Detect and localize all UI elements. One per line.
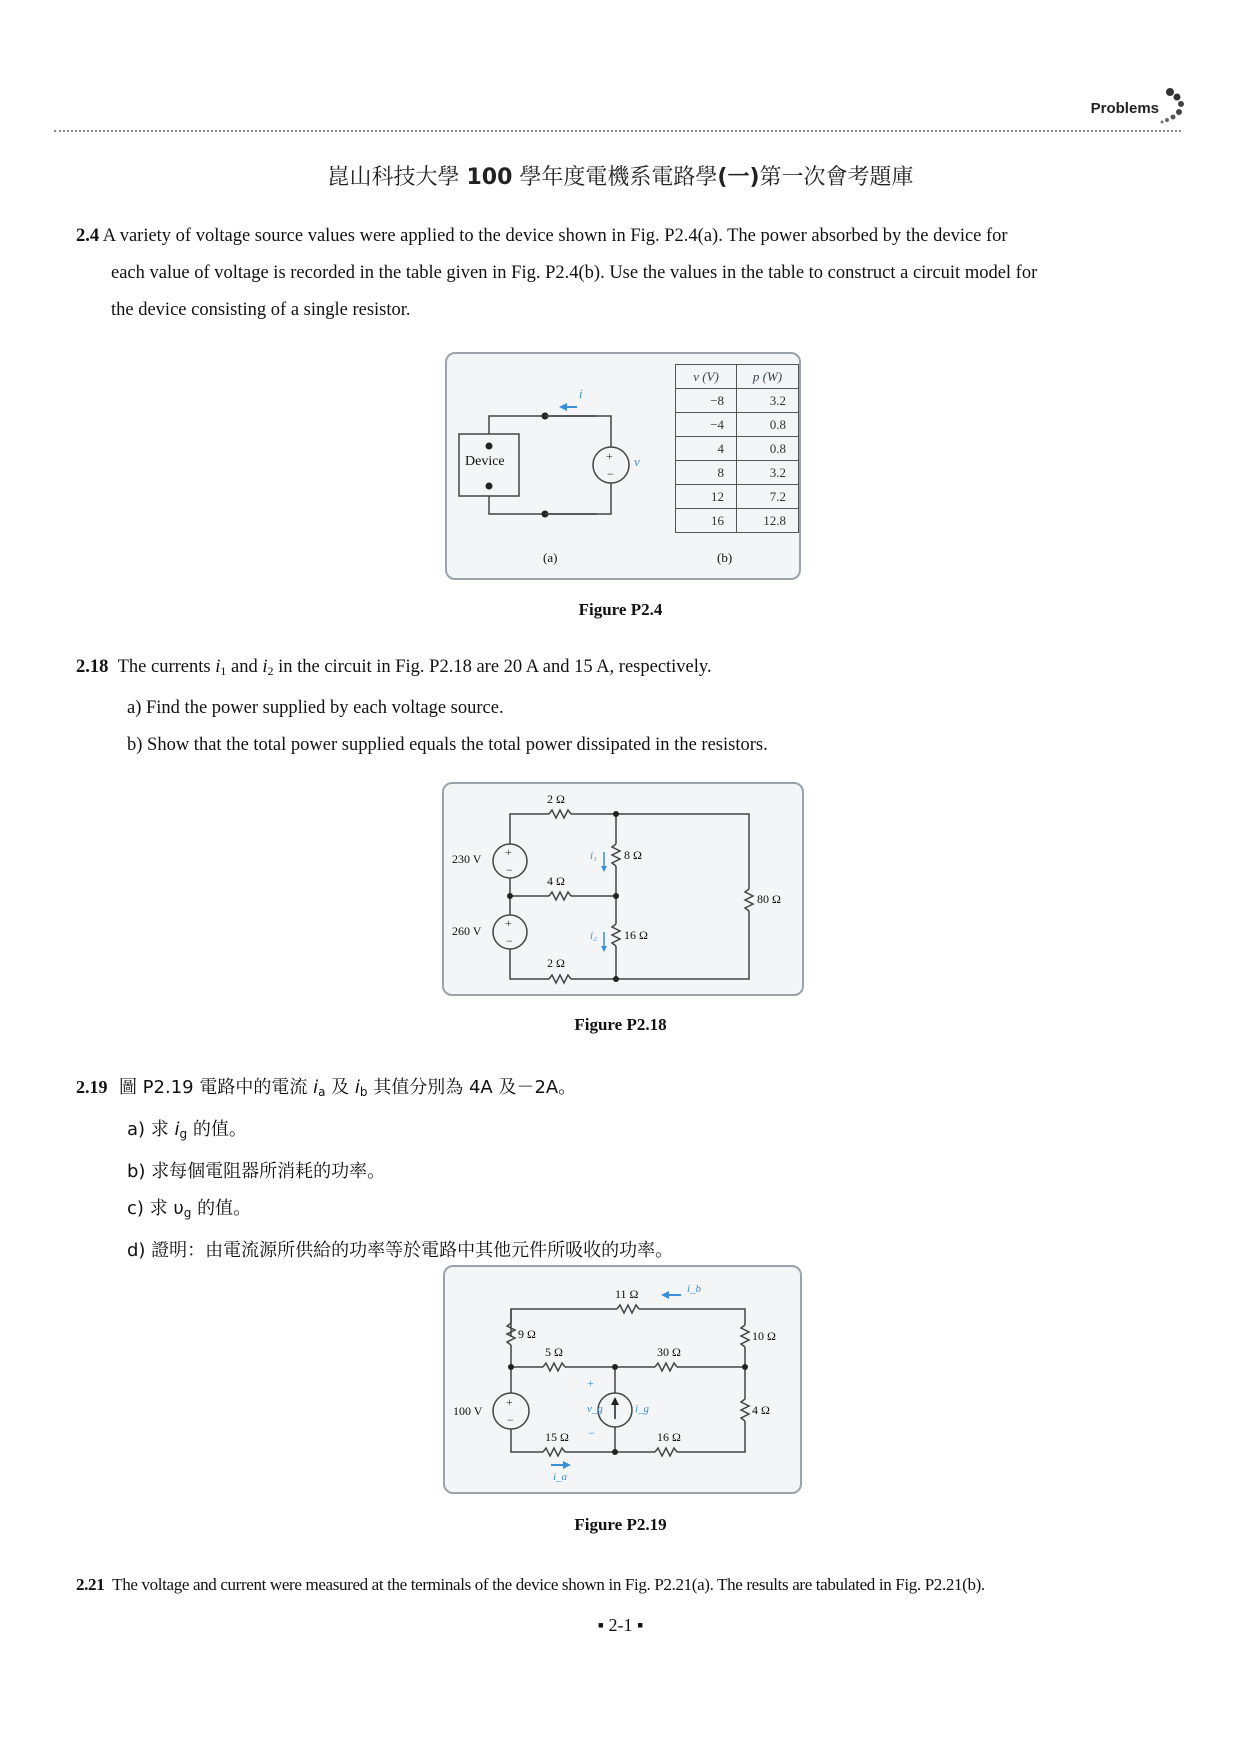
source-label: 100 V — [453, 1404, 483, 1418]
subquestion-b: b) Show that the total power supplied equals the total power dissipated in the resistors. — [127, 735, 768, 755]
table-row — [676, 509, 799, 533]
resistor-label: 16 Ω — [624, 928, 648, 942]
table-cell: −8 — [676, 389, 737, 413]
problem-2-21 — [76, 1566, 1196, 1603]
title-suffix: 學年度電機系電路學 — [512, 165, 718, 190]
var-i1-sub: 1 — [220, 664, 227, 678]
table-row — [676, 413, 799, 437]
problem-text: in the circuit in Fig. P2.18 are 20 A and 15 A, respectively. — [273, 657, 712, 677]
vp-table — [675, 364, 799, 533]
title-paren: (一) — [717, 165, 760, 190]
table-cell: 7.2 — [737, 485, 799, 509]
svg-text:−: − — [506, 863, 513, 877]
svg-text:+: + — [506, 1395, 513, 1409]
table-cell: 3.2 — [737, 389, 799, 413]
source-label: 260 V — [452, 924, 482, 938]
var-ig: i — [174, 1119, 180, 1140]
page-number: ▪ 2-1 ▪ — [597, 1615, 644, 1635]
svg-text:+: + — [606, 449, 613, 463]
resistor-label: 15 Ω — [545, 1430, 569, 1444]
var-i1: i — [215, 657, 221, 677]
table-row — [676, 437, 799, 461]
resistor-label: 80 Ω — [757, 892, 781, 906]
resistor-label: 30 Ω — [657, 1345, 681, 1359]
figure-p2-4 — [445, 352, 801, 580]
var-ig-sub: g — [179, 1127, 188, 1141]
var-i2: i — [262, 657, 268, 677]
table-header: v (V) — [676, 365, 737, 389]
var-ib-sub: b — [359, 1085, 368, 1099]
voltage-label: v — [634, 454, 640, 469]
figure-caption: Figure P2.19 — [574, 1515, 667, 1534]
svg-text:+: + — [505, 845, 512, 859]
var-i2-sub: 2 — [267, 664, 274, 678]
svg-text:+: + — [587, 1376, 594, 1390]
subquestion-a-end: 的值。 — [187, 1119, 247, 1140]
source-label: 230 V — [452, 852, 482, 866]
problem-number: 2.19 — [76, 1077, 108, 1097]
problem-text: each value of voltage is recorded in the table given in Fig. P2.4(b). Use the values in the table to construct a circuit model for — [111, 263, 1038, 283]
subquestion-c-end: 的值。 — [191, 1198, 252, 1219]
table-row — [676, 461, 799, 485]
current-label: i_a — [553, 1471, 568, 1483]
problem-2-19 — [76, 1069, 1186, 1269]
header-rule — [54, 130, 1181, 132]
resistor-label: 10 Ω — [752, 1329, 776, 1343]
subquestion-d: d) 證明：由電流源所供給的功率等於電路中其他元件所吸收的功率。 — [127, 1240, 674, 1261]
var-vg-sub: g — [183, 1206, 192, 1220]
svg-text:−: − — [607, 467, 614, 481]
title-year: 100 — [466, 165, 513, 190]
problem-number: 2.18 — [76, 657, 109, 677]
problem-text: The currents — [117, 657, 216, 677]
var-ia-sub: a — [318, 1085, 326, 1099]
subquestion-a: a) Find the power supplied by each voltage source. — [127, 698, 504, 718]
resistor-label: 5 Ω — [545, 1345, 563, 1359]
figure-p2-19 — [443, 1265, 802, 1494]
table-row — [676, 485, 799, 509]
svg-text:−: − — [588, 1426, 595, 1440]
device-label: Device — [465, 454, 505, 469]
table-header-row — [676, 365, 799, 389]
page-title — [0, 160, 1241, 191]
subfigure-b-label: (b) — [717, 550, 733, 565]
table-cell: 0.8 — [737, 437, 799, 461]
table-cell: 12.8 — [737, 509, 799, 533]
problem-text: The voltage and current were measured at the terminals of the device shown in Fig. P2.21(a). The results are tabulated in Fig. P2.21(b). — [112, 1575, 985, 1594]
table-cell: 12 — [676, 485, 737, 509]
resistor-label: 2 Ω — [547, 956, 565, 970]
table-cell: 4 — [676, 437, 737, 461]
problem-2-18 — [76, 649, 1186, 764]
problem-number: 2.21 — [76, 1575, 105, 1594]
voltage-label: v_g — [587, 1403, 603, 1415]
figure-caption: Figure P2.4 — [578, 600, 663, 619]
problem-number: 2.4 — [76, 226, 100, 246]
table-cell: −4 — [676, 413, 737, 437]
table-header: p (W) — [737, 365, 799, 389]
figure-p2-18 — [442, 782, 804, 996]
svg-text:−: − — [506, 934, 513, 948]
problem-text: and — [226, 657, 263, 677]
problem-2-4 — [76, 218, 1186, 329]
resistor-label: 8 Ω — [624, 848, 642, 862]
resistor-label: 16 Ω — [657, 1430, 681, 1444]
subfigure-a-label: (a) — [543, 550, 558, 565]
svg-text:+: + — [505, 916, 512, 930]
table-cell: 16 — [676, 509, 737, 533]
table-cell: 8 — [676, 461, 737, 485]
resistor-label: 2 Ω — [547, 792, 565, 806]
resistor-label: 11 Ω — [615, 1287, 639, 1301]
table-cell: 0.8 — [737, 413, 799, 437]
problem-text: 其值分別為 4A 及－2A。 — [367, 1077, 577, 1098]
subquestion-c: c) 求 υ — [127, 1198, 184, 1219]
svg-text:−: − — [507, 1413, 514, 1427]
subquestion-b: b) 求每個電阻器所消耗的功率。 — [127, 1161, 386, 1182]
var-ib: i — [354, 1077, 360, 1098]
table-cell: 3.2 — [737, 461, 799, 485]
resistor-label: 4 Ω — [547, 874, 565, 888]
current-label: i₁ — [590, 850, 597, 862]
current-label: i_g — [635, 1403, 650, 1415]
resistor-label: 9 Ω — [518, 1327, 536, 1341]
resistor-label: 4 Ω — [752, 1403, 770, 1417]
problem-text: A variety of voltage source values were applied to the device shown in Fig. P2.4(a). The power absorbed by the device for — [102, 226, 1008, 246]
problem-text: the device consisting of a single resistor. — [111, 300, 411, 320]
current-label: i₂ — [590, 930, 597, 942]
figure-p2-18-circuit — [444, 784, 802, 994]
subquestion-a: a) 求 — [127, 1119, 175, 1140]
var-ia: i — [313, 1077, 319, 1098]
header-label: Problems — [1090, 100, 1159, 117]
dots-logo-icon — [1157, 86, 1187, 132]
current-label: i — [579, 386, 583, 401]
figure-caption: Figure P2.18 — [574, 1015, 667, 1034]
title-prefix: 崑山科技大學 — [327, 165, 467, 190]
current-label: i_b — [687, 1283, 702, 1295]
problem-text: 圖 P2.19 電路中的電流 — [118, 1077, 314, 1098]
problem-text: 及 — [325, 1077, 355, 1098]
table-row — [676, 389, 799, 413]
title-end: 第一次會考題庫 — [759, 165, 914, 190]
